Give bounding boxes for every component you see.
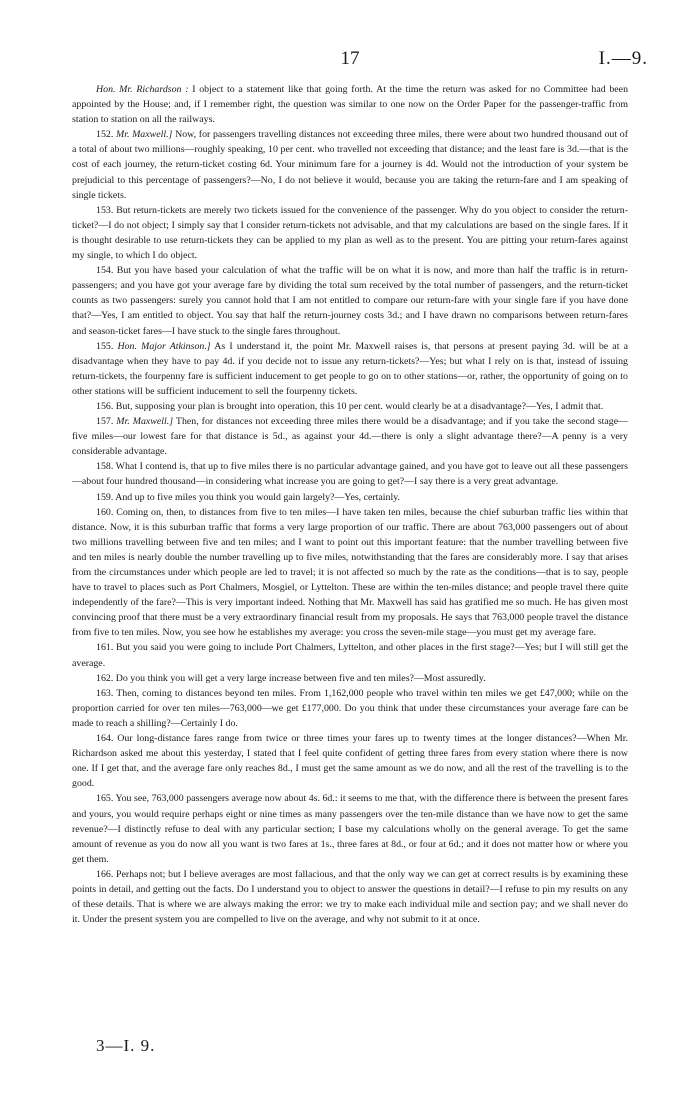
- paragraph-text: Do you think you will get a very large increase between five and ten miles?—Most assuredly.: [113, 672, 486, 684]
- question-number: 159.: [96, 491, 114, 503]
- paragraph-text: But return-tickets are merely two tickets issued for the convenience of the passenger. Why do you object to consider the return-ticket?—I do not object; I simply say that I consider return-tickets not advisable, and that my calculations are based on the single fares. If it is thought desirable to use return-tickets they can be applied to my plan as well as to the present. You are pitting your return-fares against my single, to which I do object.: [72, 204, 628, 262]
- paragraph-157: [72, 414, 628, 459]
- paragraph-153: [72, 203, 628, 263]
- question-number: 163.: [96, 687, 114, 699]
- testimony-body: [72, 82, 628, 927]
- paragraph-162: [72, 671, 628, 686]
- question-number: 155.: [96, 340, 114, 352]
- paragraph-text: Then, coming to distances beyond ten miles. From 1,162,000 people who travel within ten miles we get £47,000; while on the proportion carried for over ten miles—763,000—we get £177,000. Do you think that under these circumstances your average fare can be made to reach a shilling?—Certainly I do.: [72, 687, 628, 729]
- question-number: 153.: [96, 204, 114, 216]
- speaker: Mr. Maxwell.]: [115, 129, 173, 141]
- paragraph-158: [72, 459, 628, 489]
- paragraph-166: [72, 867, 628, 927]
- question-number: 157.: [96, 416, 114, 428]
- question-number: 162.: [96, 672, 114, 684]
- question-number: 156.: [96, 400, 114, 412]
- paragraph-text: What I contend is, that up to five miles there is no particular advantage gained, and you have got to leave out all these passengers—about four hundred thousand—in considering what increase you are going to get?—I say there is a very great advantage.: [72, 461, 628, 488]
- document-reference: I.—9.: [598, 48, 648, 69]
- paragraph-text: Coming on, then, to distances from five to ten miles—I have taken ten miles, because the chief suburban traffic lies within that distance. Now, it is this suburban traffic that forms a very large proportion of our traffic. There are about 763,000 passengers out of about two millions travelling between five and ten miles; and I want to point out this important feature: that the number travelling between five and ten miles is nearly double the number travelling up to five miles, notwithstanding that the fares are considerably more. I say that arises from the circumstances under which people are led to travel; it is not affected so much by the rate as the conditions—that is to say, people have to travel to places such as Port Chalmers, Mosgiel, or Lyttelton. These are within the ten-miles distance; and people travel there quite independently of the fare?—This is very important indeed. Nothing that Mr. Maxwell has said has gratified me so much. He has given most convincing proof that there must be a very extraordinary financial result from my proposals. He says that 763,000 people travel the distance from five to ten miles. Now, you see how he establishes my average: you cross the seven-mile stage—you must get my average fare.: [72, 506, 628, 639]
- paragraph-text: But you said you were going to include Port Chalmers, Lyttelton, and other places in the first stage?—Yes; but I will still get the average.: [72, 642, 628, 669]
- question-number: 164.: [96, 733, 114, 745]
- speaker: Hon. Major Atkinson.]: [117, 340, 211, 352]
- paragraph-165: [72, 791, 628, 866]
- speaker: Mr. Maxwell.]: [116, 416, 174, 428]
- paragraph-161: [72, 640, 628, 670]
- paragraph-text: You see, 763,000 passengers average now about 4s. 6d.: it seems to me that, with the difference there is between the present fares and yours, you would require perhaps eight or nine times as many passengers over the ten-mile distance than we have now to get the same revenue?—I distinctly refuse to deal with any particular section; I base my calculations wholly on the general average. To get the same amount of revenue as you do now all you want is two fares at 1s., three fares at 8d., or four at 6d.; and it does not matter how or where you get them.: [72, 793, 628, 865]
- page-number: 17: [340, 48, 360, 69]
- paragraph-160: [72, 505, 628, 641]
- paragraph-154: [72, 263, 628, 338]
- paragraph-text: But you have based your calculation of what the traffic will be on what it is now, and more than half the traffic is in return-passengers; and you have got your average fare by dividing the total sum received by the total number of passengers, and the return-ticket counts as two passengers: surely you cannot hold that I am not entitled to compare our return-fare with your single fare if you have done that?—Yes, I am entitled to object. You say that half the return-journey costs 3d.; and I have drawn no comparisons between return-fares and season-ticket fares—I have stuck to the single fares throughout.: [72, 265, 628, 337]
- paragraph-text: Now, for passengers travelling distances not exceeding three miles, there were about two hundred thousand out of a total of about two millions—roughly speaking, 10 per cent. who travelled not exceeding that distance; and the least fare is 3d.—that is the cost of each journey, the return-ticket costing 6d. Your minimum fare for a journey is 4d. Would not the introduction of your system be prejudicial to this percentage of passengers?—No, I do not believe it would, because you are taking the return-fare and I am speaking of single tickets.: [72, 129, 629, 201]
- signature-mark: 3—I. 9.: [96, 1036, 156, 1055]
- paragraph-152: [72, 127, 628, 202]
- question-number: 165.: [96, 793, 114, 805]
- paragraph-text: Our long-distance fares range from twice or three times your fares up to twenty times at the longer distances?—When Mr. Richardson asked me about this yesterday, I stated that I feel quite confident of getting three fares from every station where there is now one. If I get that, and the average fare only reaches 8d., I must get the same amount as we do now, and all the rest of the travelling is to the good.: [72, 733, 628, 790]
- speaker: Hon. Mr. Richardson :: [96, 84, 189, 95]
- question-number: 160.: [96, 506, 114, 518]
- question-number: 161.: [96, 642, 114, 654]
- paragraph-156: [72, 399, 628, 414]
- question-number: 166.: [96, 868, 114, 880]
- paragraph-text: Perhaps not; but I believe averages are most fallacious, and that the only way we can get at correct results is by examining these points in detail, and getting out the facts. Do I understand you to object to answer the questions in detail?—I refuse to pin my results on any of these details. That is where we are always making the error: we try to make each individual mile and section pay; and we shall never do it. Under the present system you are compelled to live on the average, and why not submit to it at once.: [72, 868, 628, 926]
- paragraph-159: [72, 490, 628, 505]
- question-number: 158.: [96, 461, 114, 473]
- paragraph-text: I object to a statement like that going forth. At the time the return was asked for no Committee had been appointed by the House; and, if I remember right, the question was similar to one now on the Order Paper for the passenger-traffic from station to station on all the railways.: [72, 84, 629, 126]
- paragraph-intro: [72, 82, 628, 127]
- paragraph-text: As I understand it, the point Mr. Maxwell raises is, that persons at present paying 3d. will be at a disadvantage when they have to pay 4d. if you decide not to issue any return-tickets?—Yes; but what I rely on is that, instead of issuing return-tickets, the fourpenny fare is sufficient inducement to get people to go on to other stations—or, rather, the opportunity of going on to other stations will be sufficient inducement to sell the fourpenny tickets.: [72, 340, 628, 397]
- paragraph-text: But, supposing your plan is brought into operation, this 10 per cent. would clearly be at a disadvantage?—Yes, I admit that.: [113, 400, 604, 412]
- question-number: 152.: [96, 129, 114, 141]
- paragraph-155: [72, 339, 628, 399]
- question-number: 154.: [96, 265, 114, 277]
- paragraph-text: And up to five miles you think you would gain largely?—Yes, certainly.: [113, 491, 400, 503]
- paragraph-164: [72, 731, 628, 791]
- paragraph-text: Then, for distances not exceeding three miles there would be a disadvantage; and if you take the second stage—five miles—our lowest fare for that distance is 5d., as against your 4d.—there is only a slight advantage there?—A penny is a very considerable advantage.: [72, 416, 629, 458]
- paragraph-163: [72, 686, 628, 731]
